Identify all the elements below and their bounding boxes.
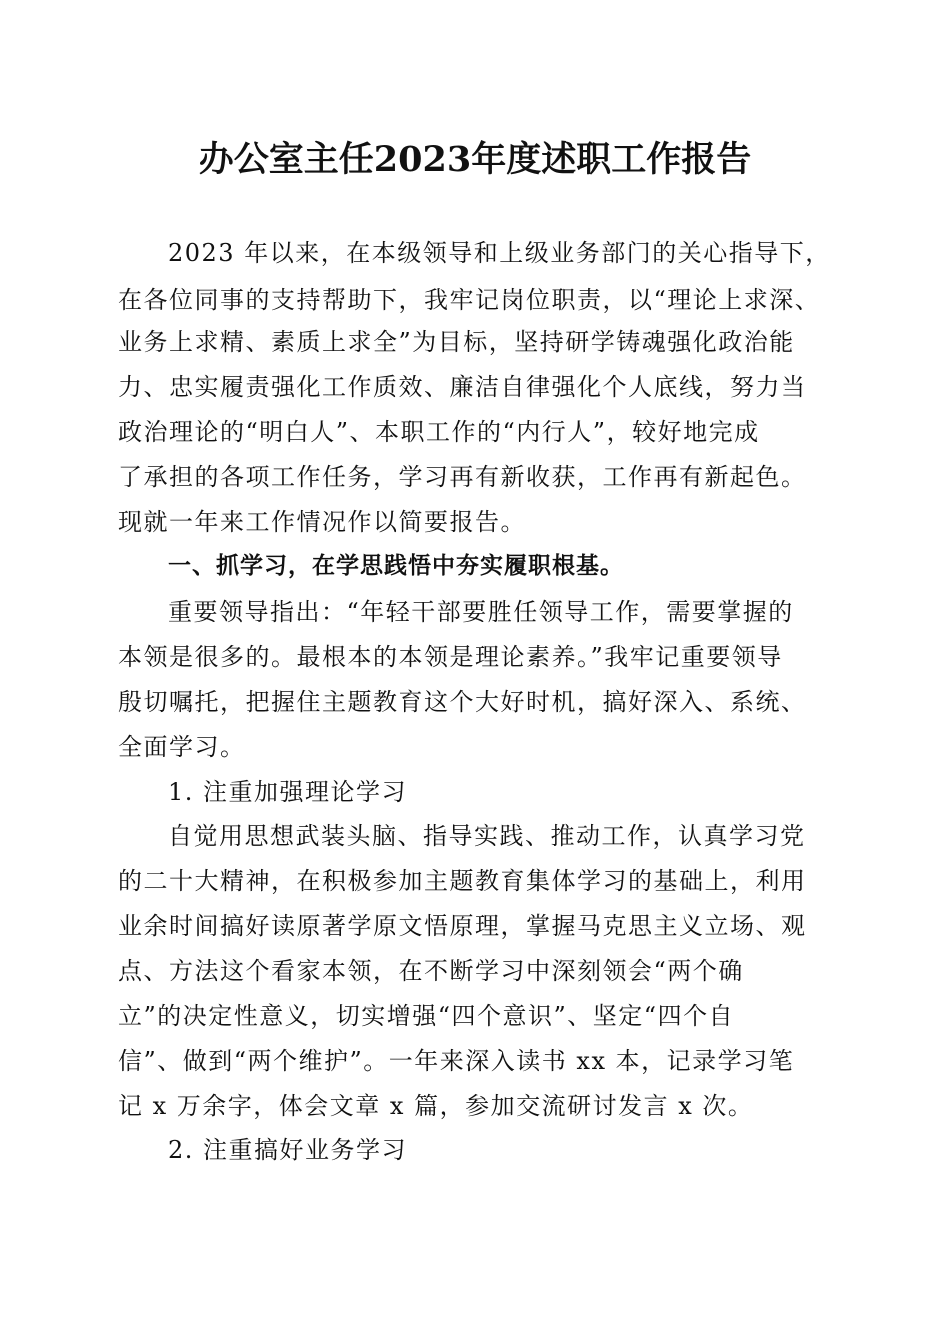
document-title: 办公室主任2023年度述职工作报告 — [198, 139, 752, 180]
paragraph-line: 了承担的各项工作任务，学习再有新收获，工作再有新起色。 — [118, 463, 807, 491]
paragraph-line: 2023 年以来，在本级领导和上级业务部门的关心指导下， — [168, 239, 831, 267]
paragraph-line: 业余时间搞好读原著学原文悟原理，掌握马克思主义立场、观 — [118, 912, 807, 940]
paragraph-line: 点、方法这个看家本领，在不断学习中深刻领会“两个确 — [118, 957, 744, 985]
paragraph-line: 自觉用思想武装头脑、指导实践、推动工作，认真学习党 — [168, 822, 806, 850]
paragraph-line: 殷切嘱托，把握住主题教育这个大好时机，搞好深入、系统、 — [118, 688, 807, 716]
paragraph-line: 的二十大精神，在积极参加主题教育集体学习的基础上，利用 — [118, 867, 807, 895]
paragraph-line: 重要领导指出：“年轻干部要胜任领导工作，需要掌握的 — [168, 598, 794, 626]
paragraph-line: 全面学习。 — [118, 733, 246, 761]
paragraph-line: 记 x 万余字，体会文章 x 篇，参加交流研讨发言 x 次。 — [118, 1092, 754, 1120]
subsection-heading: 1. 注重加强理论学习 — [168, 778, 408, 806]
paragraph-line: 政治理论的“明白人”、本职工作的“内行人”，较好地完成 — [118, 418, 760, 446]
paragraph-line: 立”的决定性意义，切实增强“四个意识”、坚定“四个自 — [118, 1002, 735, 1030]
paragraph-line: 信”、做到“两个维护”。一年来深入读书 xx 本，记录学习笔 — [118, 1047, 795, 1075]
paragraph-line: 在各位同事的支持帮助下，我牢记岗位职责，以“理论上求深、 — [118, 286, 821, 314]
section-heading: 一、抓学习，在学思践悟中夯实履职根基。 — [168, 553, 624, 579]
paragraph-line: 业务上求精、素质上求全”为目标，坚持研学铸魂强化政治能 — [118, 328, 795, 356]
paragraph-line: 本领是很多的。最根本的本领是理论素养。”我牢记重要领导 — [118, 643, 783, 671]
paragraph-line: 力、忠实履责强化工作质效、廉洁自律强化个人底线，努力当 — [118, 373, 807, 401]
paragraph-line: 现就一年来工作情况作以简要报告。 — [118, 508, 526, 536]
subsection-heading: 2. 注重搞好业务学习 — [168, 1136, 408, 1164]
